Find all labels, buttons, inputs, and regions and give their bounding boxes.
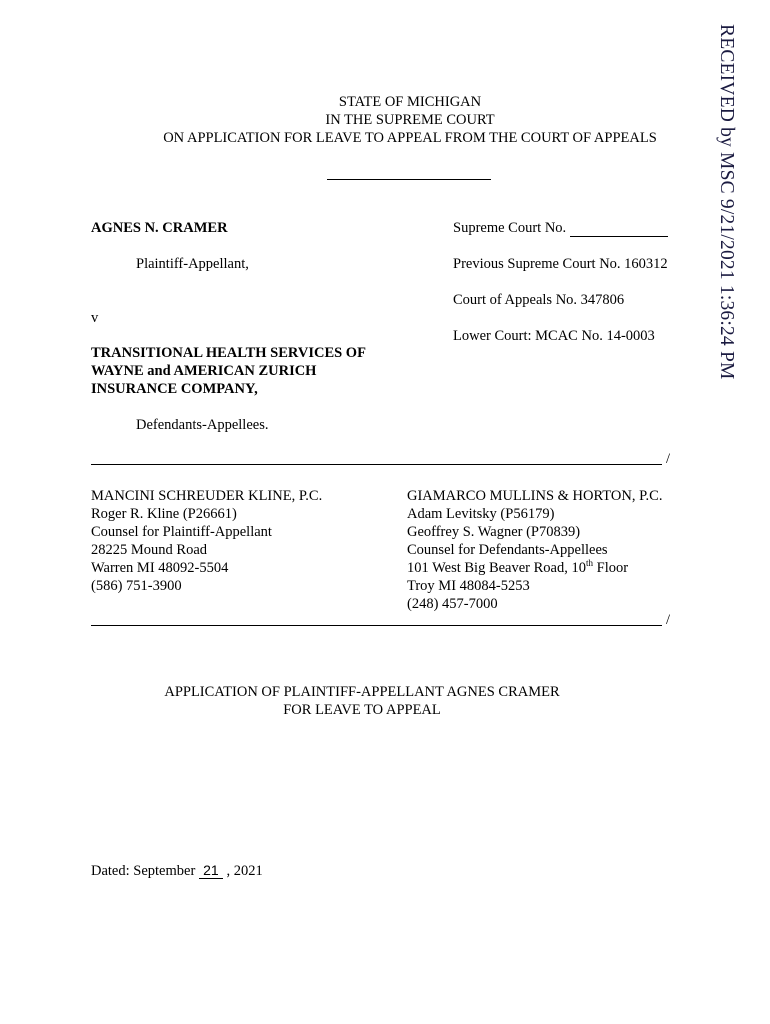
defendant-name-line-3: INSURANCE COMPANY, <box>91 381 258 397</box>
versus: v <box>91 310 99 326</box>
dated-day: 21 <box>199 863 223 879</box>
lower-court: Lower Court: MCAC No. 14-0003 <box>453 328 655 344</box>
defendant-attorney-1: Adam Levitsky (P56179) <box>407 506 555 522</box>
defendant-name-line-2: WAYNE and AMERICAN ZURICH <box>91 363 317 379</box>
plaintiff-name: AGNES N. CRAMER <box>91 220 228 236</box>
plaintiff-city: Warren MI 48092-5504 <box>91 560 229 576</box>
plaintiff-role: Plaintiff-Appellant, <box>136 256 249 272</box>
court-name: IN THE SUPREME COURT <box>325 112 495 128</box>
dated-line <box>91 862 263 880</box>
court-subheading: ON APPLICATION FOR LEAVE TO APPEAL FROM THE COURT OF APPEALS <box>163 130 657 146</box>
caption-slash: / <box>666 451 671 467</box>
dated-suffix: , 2021 <box>222 863 263 879</box>
dated-prefix: Dated: September <box>91 863 199 879</box>
plaintiff-attorney: Roger R. Kline (P26661) <box>91 506 237 522</box>
plaintiff-firm: MANCINI SCHREUDER KLINE, P.C. <box>91 488 323 504</box>
defendant-city: Troy MI 48084-5253 <box>407 578 530 594</box>
court-of-appeals-no: Court of Appeals No. 347806 <box>453 292 625 308</box>
previous-supreme-court-no: Previous Supreme Court No. 160312 <box>453 256 668 272</box>
received-stamp: RECEIVED by MSC 9/21/2021 1:36:24 PM <box>716 24 737 380</box>
supreme-court-no <box>453 219 668 237</box>
court-state: STATE OF MICHIGAN <box>338 94 482 110</box>
defendant-role: Defendants-Appellees. <box>136 417 269 433</box>
supreme-court-no-blank <box>570 222 668 237</box>
defendant-attorney-2: Geoffrey S. Wagner (P70839) <box>407 524 581 540</box>
plaintiff-street: 28225 Mound Road <box>91 542 207 558</box>
document-title-line-1: APPLICATION OF PLAINTIFF-APPELLANT AGNES CRAMER <box>164 684 560 700</box>
defendant-street: 101 West Big Beaver Road, 10th Floor <box>407 558 629 576</box>
defendant-firm: GIAMARCO MULLINS & HORTON, P.C. <box>407 488 663 504</box>
document-title-line-2: FOR LEAVE TO APPEAL <box>283 702 441 718</box>
defendant-name-line-1: TRANSITIONAL HEALTH SERVICES OF <box>91 345 366 361</box>
header-divider <box>327 179 491 180</box>
supreme-court-no-label: Supreme Court No. <box>453 220 567 236</box>
plaintiff-counsel-role: Counsel for Plaintiff-Appellant <box>91 524 272 540</box>
caption-rule <box>91 464 662 465</box>
defendant-phone: (248) 457-7000 <box>407 596 498 612</box>
counsel-rule <box>91 625 662 626</box>
defendant-counsel-role: Counsel for Defendants-Appellees <box>407 542 608 558</box>
counsel-slash: / <box>666 612 671 628</box>
plaintiff-phone: (586) 751-3900 <box>91 578 182 594</box>
